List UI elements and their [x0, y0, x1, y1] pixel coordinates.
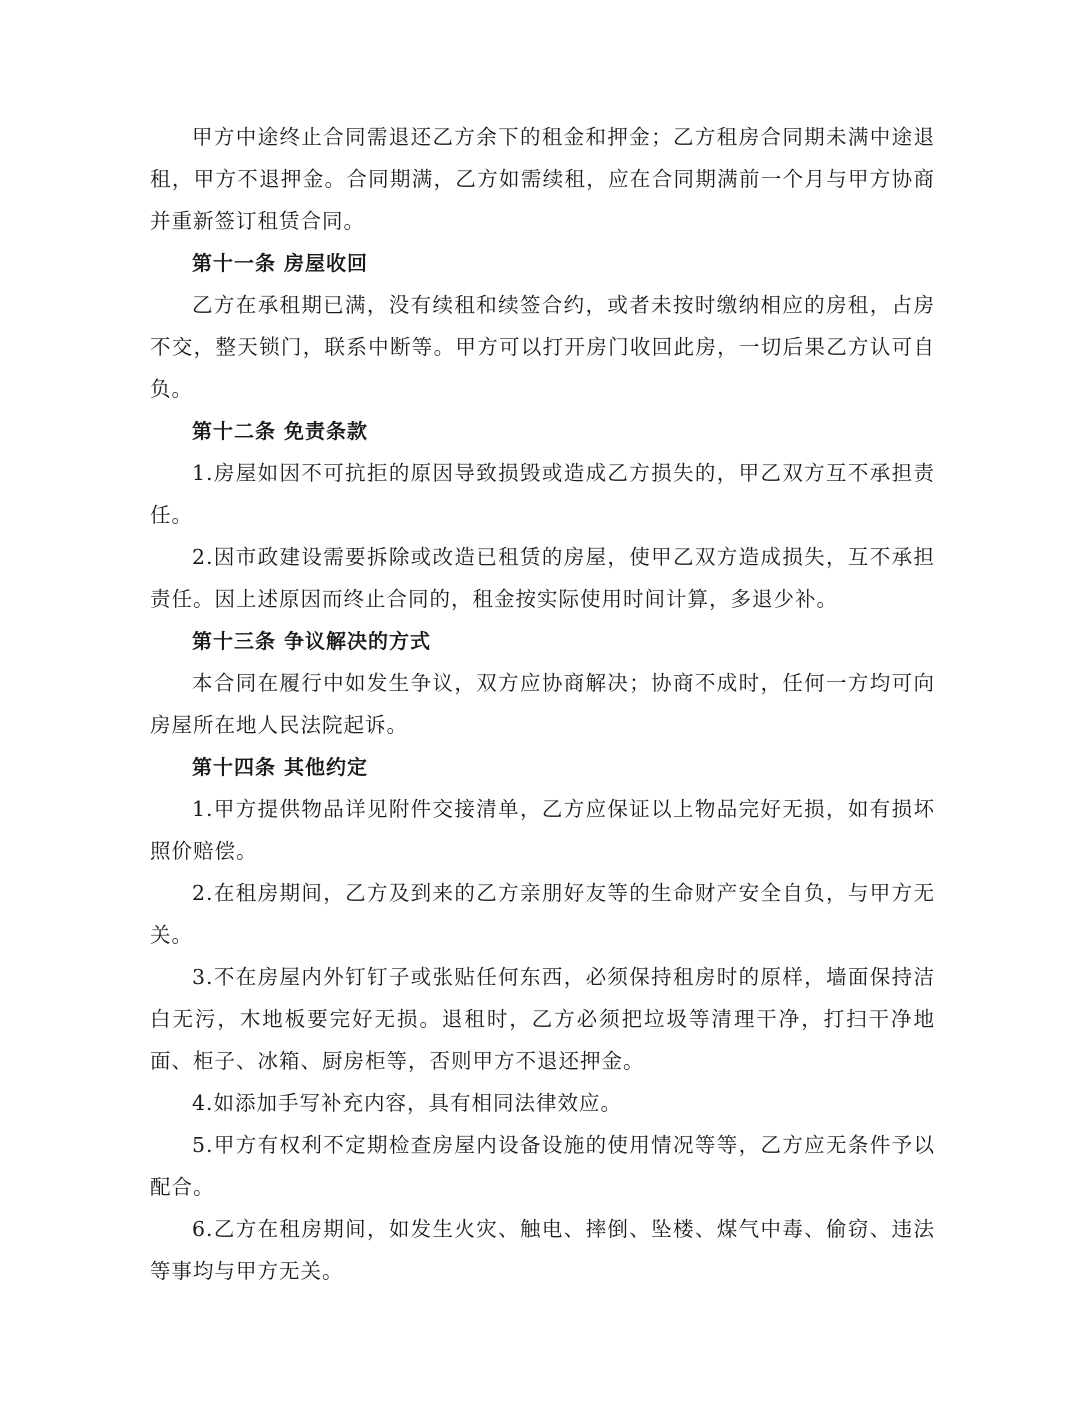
paragraph-disclaimer-1: 1.房屋如因不可抗拒的原因导致损毁或造成乙方损失的，甲乙双方互不承担责任。 — [150, 461, 935, 527]
paragraph-other-2: 2.在租房期间，乙方及到来的乙方亲朋好友等的生命财产安全自负，与甲方无关。 — [150, 881, 935, 947]
paragraph-deposit-refund: 甲方中途终止合同需退还乙方余下的租金和押金；乙方租房合同期未满中途退租，甲方不退押金。合同期满，乙方如需续租，应在合同期满前一个月与甲方协商并重新签订租赁合同。 — [150, 125, 935, 233]
paragraph-other-1: 1.甲方提供物品详见附件交接清单，乙方应保证以上物品完好无损，如有损坏照价赔偿。 — [150, 797, 935, 863]
article-12-heading: 第十二条 免责条款 — [192, 419, 368, 443]
article-11-heading: 第十一条 房屋收回 — [192, 251, 368, 275]
paragraph-other-5: 5.甲方有权利不定期检查房屋内设备设施的使用情况等等，乙方应无条件予以配合。 — [150, 1133, 935, 1199]
article-13-heading: 第十三条 争议解决的方式 — [192, 629, 431, 653]
paragraph-dispute-resolution: 本合同在履行中如发生争议，双方应协商解决；协商不成时，任何一方均可向房屋所在地人民法院起诉。 — [150, 671, 935, 737]
paragraph-disclaimer-2: 2.因市政建设需要拆除或改造已租赁的房屋，使甲乙双方造成损失，互不承担责任。因上述原因而终止合同的，租金按实际使用时间计算，多退少补。 — [150, 545, 935, 611]
article-14-heading: 第十四条 其他约定 — [192, 755, 368, 779]
paragraph-other-4: 4.如添加手写补充内容，具有相同法律效应。 — [192, 1091, 623, 1115]
paragraph-other-3: 3.不在房屋内外钉钉子或张贴任何东西，必须保持租房时的原样，墙面保持洁白无污，木地板要完好无损。退租时，乙方必须把垃圾等清理干净，打扫干净地面、柜子、冰箱、厨房柜等，否则甲方不退还押金。 — [150, 965, 935, 1073]
contract-page — [150, 116, 935, 1292]
paragraph-house-recovery: 乙方在承租期已满，没有续租和续签合约，或者未按时缴纳相应的房租，占房不交，整天锁门，联系中断等。甲方可以打开房门收回此房，一切后果乙方认可自负。 — [150, 293, 935, 401]
paragraph-other-6: 6.乙方在租房期间，如发生火灾、触电、摔倒、坠楼、煤气中毒、偷窃、违法等事均与甲方无关。 — [150, 1217, 935, 1283]
